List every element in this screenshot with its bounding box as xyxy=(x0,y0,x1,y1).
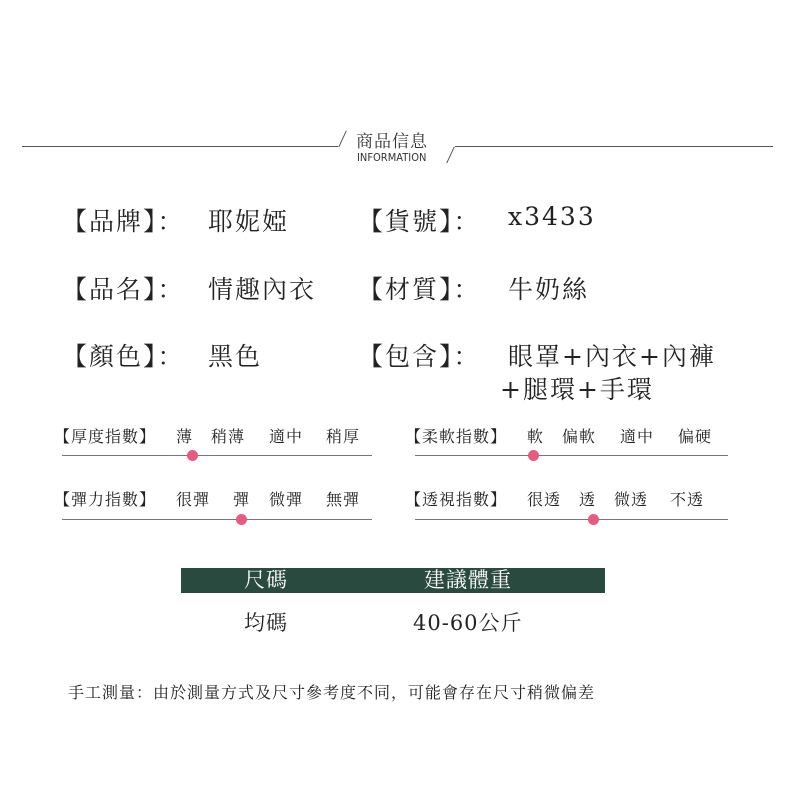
elasticity-option: 很彈 xyxy=(176,490,211,509)
item-number-label: 【貨號】： xyxy=(358,207,481,236)
includes-value-continued: +腿環+手環 xyxy=(500,375,654,404)
thickness-scale-track xyxy=(62,455,372,456)
brand-value: 耶妮婭 xyxy=(208,207,290,236)
thickness-option: 稍薄 xyxy=(211,427,246,446)
header-rule-right xyxy=(455,146,773,147)
softness-scale-marker xyxy=(528,450,539,461)
transparency-option: 不透 xyxy=(670,490,705,509)
section-subtitle: INFORMATION xyxy=(357,151,427,164)
material-label: 【材質】： xyxy=(358,275,481,304)
softness-option: 偏硬 xyxy=(678,427,713,446)
transparency-index-label: 【透視指數】 xyxy=(405,490,508,509)
item-number-value: x3433 xyxy=(508,202,596,231)
elasticity-index-label: 【彈力指數】 xyxy=(54,490,157,509)
weight-cell: 40-60公斤 xyxy=(413,611,523,635)
thickness-option: 薄 xyxy=(176,427,194,446)
softness-option: 適中 xyxy=(620,427,655,446)
measurement-note: 手工測量：由於測量方式及尺寸參考度不同，可能會存在尺寸稍微偏差 xyxy=(68,683,596,702)
thickness-option: 適中 xyxy=(269,427,304,446)
header-slash-right xyxy=(446,147,455,164)
softness-option: 軟 xyxy=(527,427,545,446)
header-rule-left xyxy=(22,146,338,147)
thickness-option: 稍厚 xyxy=(326,427,361,446)
softness-index-label: 【柔軟指數】 xyxy=(405,427,508,446)
softness-scale-track xyxy=(415,455,728,456)
transparency-scale-track xyxy=(415,519,728,520)
color-label: 【顏色】： xyxy=(62,342,185,371)
size-table-header xyxy=(181,568,605,593)
elasticity-option: 無彈 xyxy=(326,490,361,509)
transparency-option: 很透 xyxy=(527,490,562,509)
softness-option: 偏軟 xyxy=(562,427,597,446)
color-value: 黑色 xyxy=(208,342,263,371)
elasticity-option: 彈 xyxy=(233,490,251,509)
product-name-value: 情趣內衣 xyxy=(208,275,317,304)
material-value: 牛奶絲 xyxy=(508,275,590,304)
transparency-option: 透 xyxy=(579,490,597,509)
elasticity-option: 微彈 xyxy=(269,490,304,509)
weight-column-header: 建議體重 xyxy=(424,568,512,592)
section-title: 商品信息 xyxy=(356,132,428,152)
thickness-index-label: 【厚度指數】 xyxy=(54,427,157,446)
thickness-scale-marker xyxy=(187,450,198,461)
product-name-label: 【品名】： xyxy=(62,275,185,304)
transparency-scale-marker xyxy=(588,514,599,525)
size-cell: 均碼 xyxy=(244,611,288,635)
header-slash-left xyxy=(338,131,347,148)
brand-label: 【品牌】： xyxy=(62,207,185,236)
elasticity-scale-marker xyxy=(236,514,247,525)
size-column-header: 尺碼 xyxy=(244,568,288,592)
includes-label: 【包含】： xyxy=(358,342,481,371)
transparency-option: 微透 xyxy=(614,490,649,509)
includes-value: 眼罩+內衣+內褲 xyxy=(508,342,716,371)
elasticity-scale-track xyxy=(62,519,372,520)
